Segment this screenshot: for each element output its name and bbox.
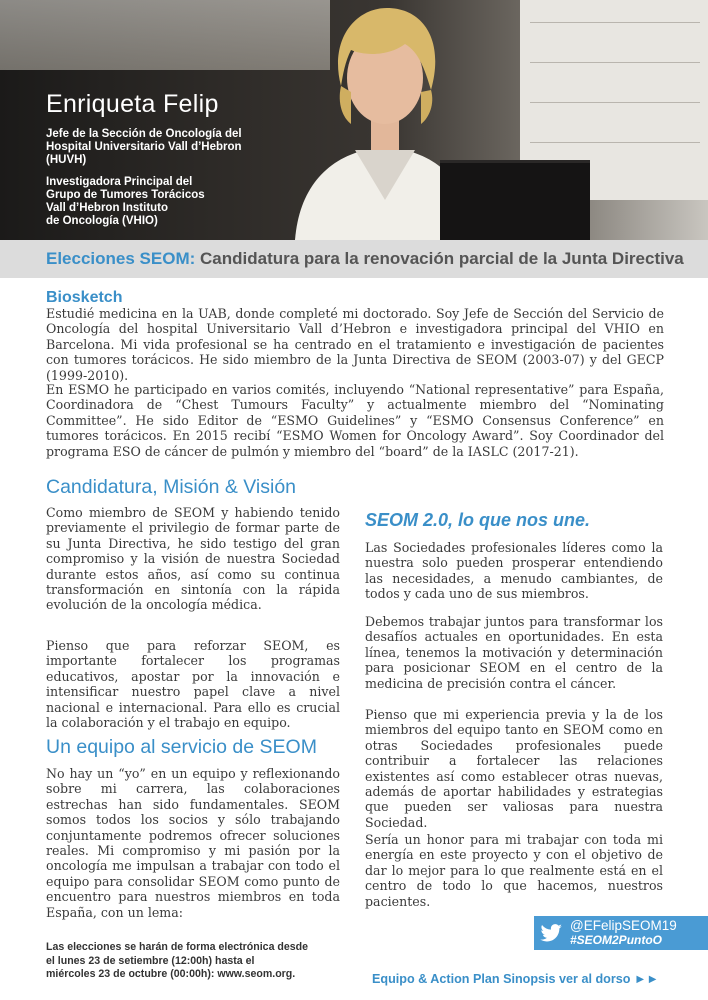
candidate-name: Enriqueta Felip bbox=[46, 90, 219, 118]
twitter-hashtag[interactable]: #SEOM2PuntoO bbox=[570, 933, 663, 947]
twitter-handle[interactable]: @EFelipSEOM19 bbox=[570, 918, 677, 933]
banner-title: Elecciones SEOM: Candidatura para la renovación parcial de la Junta Directiva bbox=[46, 249, 684, 268]
projection-screen bbox=[0, 0, 330, 70]
candidatura-paragraph-2: Pienso que para reforzar SEOM, es importante fortalecer los programas educativos, apostar por la innovación e intensificar nuestro papel clave a nivel nacional e internacional. Para ello es crucial la colaboración y el trabajo en equipo. bbox=[46, 638, 340, 731]
twitter-bird-icon bbox=[538, 920, 564, 946]
seom20-paragraph-3: Pienso que mi experiencia previa y la de los miembros del equipo tanto en SEOM como en otras Sociedades profesionales puede contribuir a fortalecer las relaciones existentes así como establecer otras nuevas, además de aportar habilidades y estrategias que pueden ser valiosas para nuestra Sociedad. bbox=[365, 707, 663, 830]
equipo-title: Un equipo al servicio de SEOM bbox=[46, 736, 317, 758]
candidatura-paragraph-1: Como miembro de SEOM y habiendo tenido previamente el privilegio de formar parte de su Junta Directiva, he sido testigo del gran compromiso y la visión de nuestra Sociedad durante estos años, así como su continua transformación en sintonía con la rápida evolución de la oncología médica. bbox=[46, 505, 340, 613]
biosketch-paragraph-2: En ESMO he participado en varios comités, incluyendo “National representative” para España, Coordinadora de “Chest Tumours Faculty” y actualmente miembro del “Nominating Committee”. He sido Editor de “ESMO Guidelines” y “ESMO Consensus Conference” en tumores torácicos. En 2015 recibí “ESMO Women for Oncology Award”. Soy Coordinador del programa ESO de cáncer de pulmón y miembro del “board” de la IASLC (2017-21). bbox=[46, 382, 664, 459]
equipo-paragraph: No hay un “yo” en un equipo y reflexionando sobre mi carrera, las colaboraciones estrechas han sido fundamentales. SEOM somos todos los socios y sólo trabajando conjuntamente podremos ofrecer soluciones reales. Mi compromiso y mi pasión por la oncología me impulsan a trabajar con todo el equipo para consolidar SEOM como punto de encuentro para nuestros miembros en toda España, con un lema: bbox=[46, 766, 340, 920]
header-photo bbox=[0, 0, 708, 240]
candidate-role-1: Jefe de la Sección de Oncología del Hospital Universitario Vall d’Hebron (HUVH) bbox=[46, 128, 242, 166]
lectern bbox=[440, 160, 590, 240]
seom20-paragraph-2: Debemos trabajar juntos para transformar los desafíos actuales en oportunidades. En esta línea, tenemos la motivación y determinación para posicionar SEOM en el centro de la medicina de precisión contra el cáncer. bbox=[365, 614, 663, 691]
seom20-paragraph-4: Sería un honor para mi trabajar con toda mi energía en este proyecto y con el objetivo de dar lo mejor para lo que realmente está en el centro de todo lo que hacemos, nuestros pacientes. bbox=[365, 832, 663, 909]
see-reverse-link[interactable]: Equipo & Action Plan Sinopsis ver al dorso ►► bbox=[372, 972, 659, 986]
seom20-paragraph-1: Las Sociedades profesionales líderes como la nuestra solo pueden prosperar entendiendo las necesidades, a menudo cambiantes, de todos y cada uno de sus miembros. bbox=[365, 540, 663, 602]
seom20-title: SEOM 2.0, lo que nos une. bbox=[365, 510, 591, 530]
twitter-box[interactable] bbox=[534, 916, 708, 950]
candidate-role-2: Investigadora Principal del Grupo de Tumores Torácicos Vall d’Hebron Instituto de Oncología (VHIO) bbox=[46, 176, 205, 227]
candidatura-title: Candidatura, Misión & Visión bbox=[46, 476, 297, 498]
biosketch-paragraph-1: Estudié medicina en la UAB, donde completé mi doctorado. Soy Jefe de Sección del Servicio de Oncología del hospital Universitario Vall d’Hebron e investigadora principal del VHIO en Barcelona. Mi vida profesional se ha centrado en el tratamiento e investigación de pacientes con tumores torácicos. He sido miembro de la Junta Directiva de SEOM (2003-07) y del GECP (1999-2010). bbox=[46, 306, 664, 383]
biosketch-title: Biosketch bbox=[46, 289, 123, 306]
election-banner bbox=[0, 240, 708, 278]
election-dates-note: Las elecciones se harán de forma electrónica desde el lunes 23 de setiembre (12:00h) hasta el miércoles 23 de octubre (00:00h): www.seom.org. bbox=[46, 941, 309, 980]
